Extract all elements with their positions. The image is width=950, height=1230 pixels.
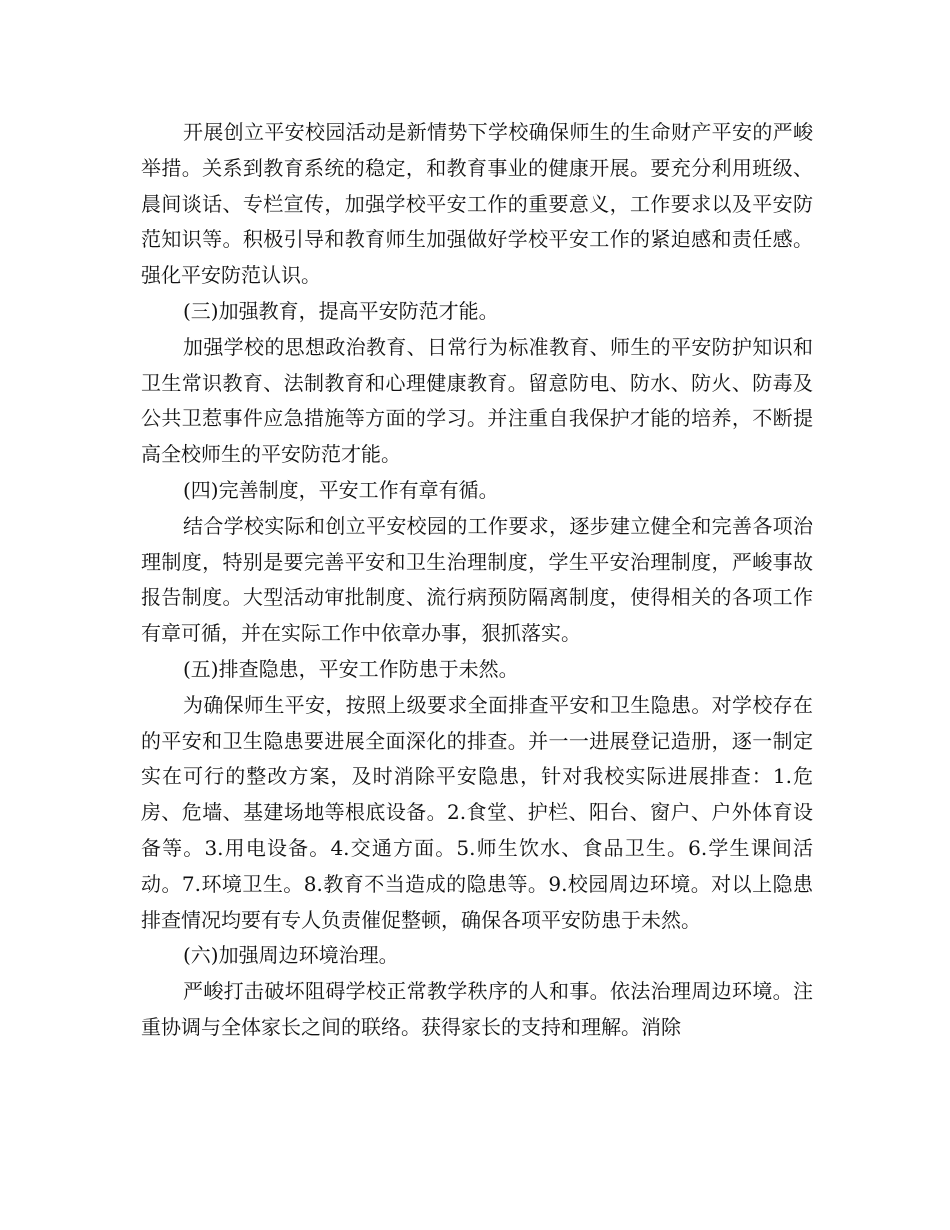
paragraph-campus-safety-intro: 开展创立平安校园活动是新情势下学校确保师生的生命财产平安的严峻举措。关系到教育系统的稳定，和教育事业的健康开展。要充分利用班级、晨间谈话、专栏宣传，加强学校平安工作的重要意义，工作要求以及平安防范知识等。积极引导和教育师生加强做好学校平安工作的紧迫感和责任感。强化平安防范认识。 [141, 120, 813, 288]
section-heading-4: (四)完善制度，平安工作有章有循。 [183, 477, 499, 502]
section-heading-5: (五)排查隐患，平安工作防患于未然。 [183, 656, 519, 681]
paragraph-regulations: 结合学校实际和创立平安校园的工作要求，逐步建立健全和完善各项治理制度，特别是要完善平安和卫生治理制度，学生平安治理制度，严峻事故报告制度。大型活动审批制度、流行病预防隔离制度，使得相关的各项工作有章可循，并在实际工作中依章办事，狠抓落实。 [141, 513, 813, 646]
section-heading-6: (六)加强周边环境治理。 [183, 943, 399, 968]
section-heading-3: (三)加强教育，提高平安防范才能。 [183, 298, 499, 323]
paragraph-education: 加强学校的思想政治教育、日常行为标准教育、师生的平安防护知识和卫生常识教育、法制教育和心理健康教育。留意防电、防水、防火、防毒及公共卫惹事件应急措施等方面的学习。并注重自我保护才能的培养，不断提高全校师生的平安防范才能。 [141, 334, 813, 467]
document-body [141, 115, 813, 1046]
paragraph-surroundings: 严峻打击破坏阻碍学校正常教学秩序的人和事。依法治理周边环境。注重协调与全体家长之间的联络。获得家长的支持和理解。消除 [141, 979, 813, 1039]
paragraph-hazard-inspection: 为确保师生平安，按照上级要求全面排查平安和卫生隐患。对学校存在的平安和卫生隐患要进展全面深化的排查。并一一进展登记造册，逐一制定实在可行的整改方案，及时消除平安隐患，针对我校实际进展排查：1.危房、危墙、基建场地等根底设备。2.食堂、护栏、阳台、窗户、户外体育设备等。3.用电设备。4.交通方面。5.师生饮水、食品卫生。6.学生课间活动。7.环境卫生。8.教育不当造成的隐患等。9.校园周边环境。对以上隐患排查情况均要有专人负责催促整顿，确保各项平安防患于未然。 [141, 692, 813, 932]
